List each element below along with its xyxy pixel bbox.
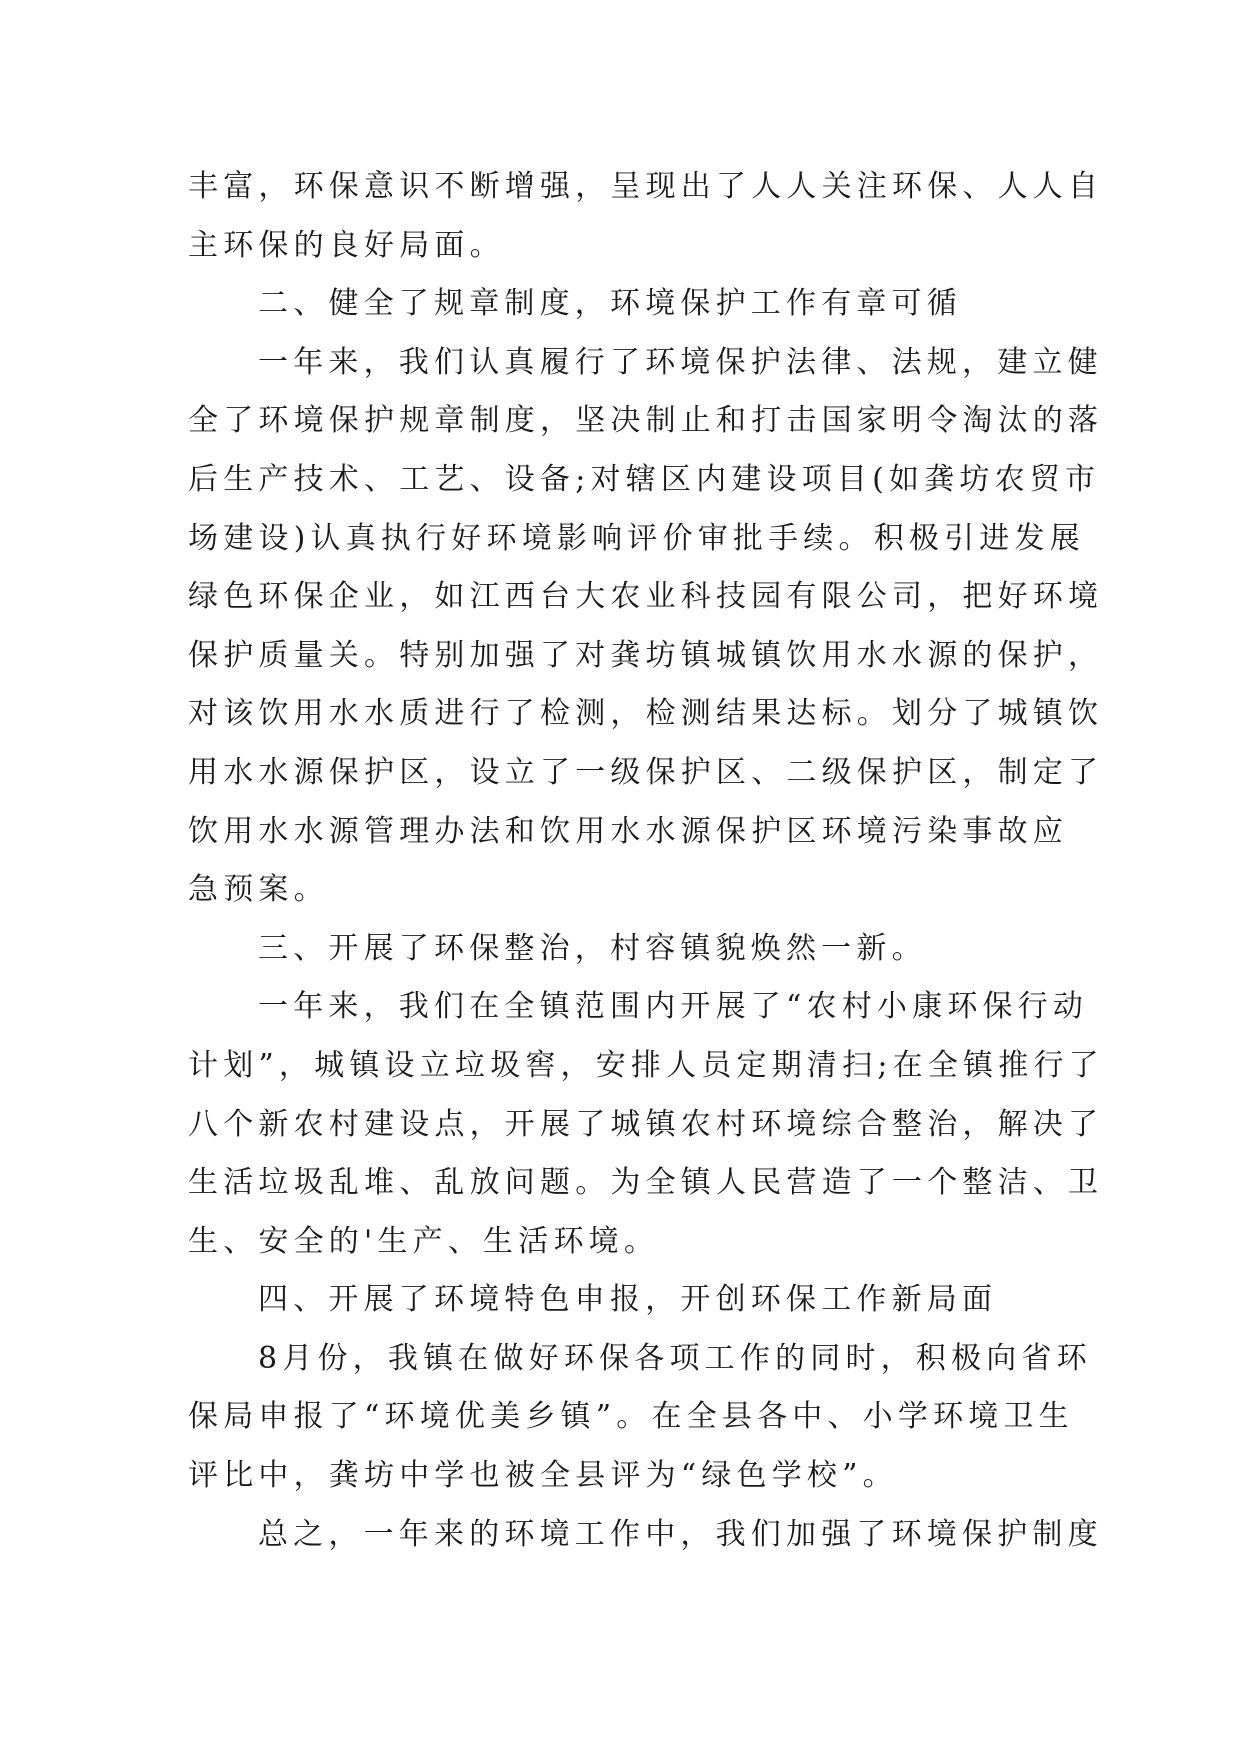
text-line: 总之，一年来的环境工作中，我们加强了环境保护制度 [258,1516,1103,1552]
text-line: 丰富，环保意识不断增强，呈现出了人人关注环保、人人自 [188,169,1104,204]
text-line: 8月份，我镇在做好环保各项工作的同时，积极向省环 [258,1340,1092,1376]
text-line: 一年来，我们在全镇范围内开展了“农村小康环保行动 [258,989,1089,1025]
section-heading-4 [188,1271,1054,1330]
text-line: 急预案。 [188,872,329,908]
heading-line: 四、开展了环境特色申报，开创环保工作新局面 [258,1282,998,1318]
text-line: 主环保的良好局面。 [188,227,505,263]
text-line: 一年来，我们认真履行了环境保护法律、法规，建立健 [258,344,1103,380]
text-line: 场建设)认真执行好环境影响评价审批手续。积极引进发展 [188,520,1085,556]
text-line: 保局申报了“环境优美乡镇”。在全县各中、小学环境卫生 [188,1399,1074,1435]
section-heading-2 [188,275,1054,334]
text-line: 生活垃圾乱堆、乱放问题。为全镇人民营造了一个整洁、卫 [188,1165,1104,1201]
paragraph-7 [188,1330,1092,1506]
text-line: 绿色环保企业，如江西台大农业科技园有限公司，把好环境 [188,579,1104,615]
paragraph-5 [188,978,1104,1271]
text-line: 计划”，城镇设立垃圾窖，安排人员定期清扫;在全镇推行了 [188,1047,1104,1083]
text-line: 后生产技术、工艺、设备;对辖区内建设项目(如龚坊农贸市 [188,461,1101,497]
document-body [188,158,1104,1564]
heading-line: 三、开展了环保整治，村容镇貌焕然一新。 [258,930,927,966]
text-line: 对该饮用水水质进行了检测，检测结果达标。划分了城镇饮 [188,696,1104,732]
section-heading-3 [188,920,1054,979]
text-line: 饮用水水源管理办法和饮用水水源保护区环境污染事故应 [188,813,1068,849]
text-line: 生、安全的'生产、生活环境。 [188,1223,660,1259]
paragraph-1 [188,158,1104,275]
heading-line: 二、健全了规章制度，环境保护工作有章可循 [258,286,962,322]
text-line: 保护质量关。特别加强了对龚坊镇城镇饮用水水源的保护， [188,637,1104,673]
text-line: 全了环境保护规章制度，坚决制止和打击国家明令淘汰的落 [188,403,1104,439]
text-line: 用水水源保护区，设立了一级保护区、二级保护区，制定了 [188,754,1104,790]
text-line: 评比中，龚坊中学也被全县评为“绿色学校”。 [188,1458,898,1494]
paragraph-3 [188,334,1104,920]
paragraph-8 [188,1506,1103,1565]
text-line: 八个新农村建设点，开展了城镇农村环境综合整治，解决了 [188,1106,1104,1142]
